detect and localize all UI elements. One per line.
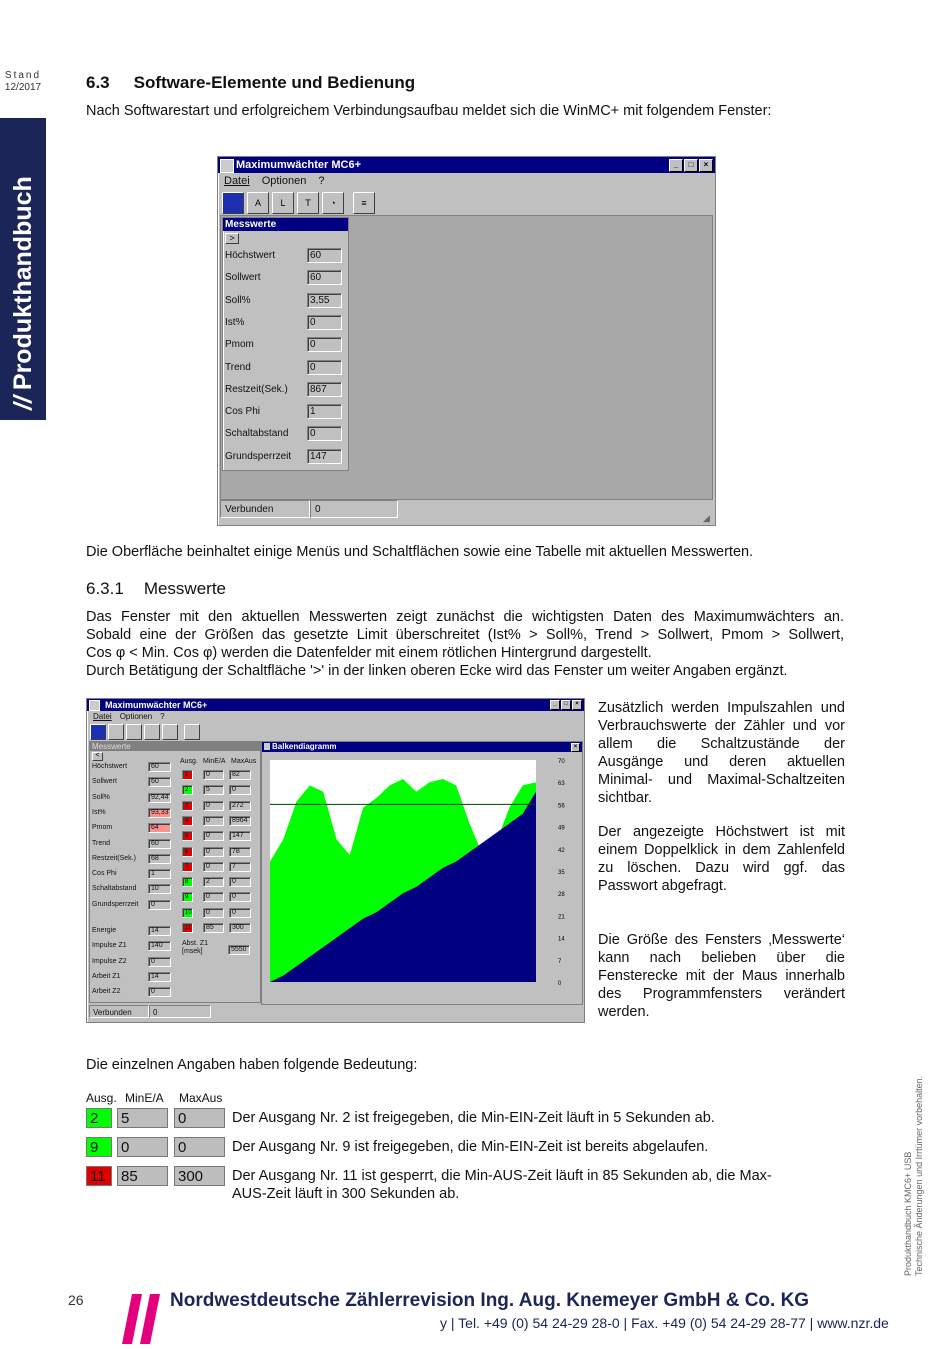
messwert2-field[interactable]: 68 — [148, 854, 171, 864]
tool2-a-icon[interactable] — [108, 724, 124, 740]
legend-output-indicator: 2 — [86, 1108, 112, 1128]
messwert2-field[interactable]: 64 — [148, 823, 171, 833]
nzr-logo-icon — [118, 1292, 168, 1344]
chart-window — [261, 741, 583, 1005]
abst-field[interactable]: 5550 — [228, 945, 250, 955]
chart-y-tick: 42 — [558, 847, 565, 854]
legend-min-field: 5 — [117, 1108, 168, 1128]
messwert2-field[interactable]: 60 — [148, 777, 171, 787]
messwert-field[interactable]: 0 — [307, 360, 342, 375]
messwert-field[interactable]: 3,55 — [307, 293, 342, 308]
subsection-title: Messwerte — [143, 579, 226, 598]
output-indicator[interactable]: 10 — [182, 908, 193, 918]
output-indicator[interactable]: 11 — [182, 923, 193, 933]
legend-output-indicator: 11 — [86, 1166, 112, 1186]
menu-optionen[interactable]: Optionen — [261, 175, 307, 187]
col-header-min: MinE/A — [203, 758, 226, 765]
minimize-button[interactable]: _ — [669, 159, 683, 172]
chart-y-tick: 21 — [558, 914, 565, 921]
output-indicator[interactable]: 3 — [182, 801, 193, 811]
col-header-ausg: Ausg. — [180, 758, 198, 765]
side-band-title — [0, 118, 46, 420]
messwert-field[interactable]: 60 — [307, 248, 342, 263]
messwert-field[interactable]: 0 — [307, 426, 342, 441]
page-number: 26 — [68, 1292, 84, 1308]
subsection-number: 6.3.1 — [86, 579, 124, 598]
status2-label: Verbunden — [89, 1005, 149, 1018]
window-title: Maximumwächter MC6+ — [236, 159, 362, 171]
messwert-field[interactable]: 0 — [307, 315, 342, 330]
messwerte2-title: Messwerte — [90, 742, 260, 751]
output-indicator[interactable]: 8 — [182, 877, 193, 887]
energy-label: Arbeit Z2 — [92, 988, 121, 996]
messwert2-field[interactable]: 1 — [148, 869, 171, 879]
output-max-field: 0 — [229, 908, 251, 918]
messwerte-title: Messwerte — [223, 218, 348, 231]
chart-y-tick: 49 — [558, 825, 565, 832]
menu-bar — [218, 173, 715, 189]
output-min-field: 0 — [203, 892, 224, 902]
close-button[interactable]: × — [699, 159, 713, 172]
footer-contact: y | Tel. +49 (0) 54 24-29 28-0 | Fax. +49 (0) 54 24-29 28-77 | www.nzr.de — [440, 1315, 889, 1331]
side-text-2: Der angezeigte Höchstwert ist mit einem Doppelklick in dem Zahlenfeld zu löschen. Dazu wird ggf. das Passwort abgefragt. — [598, 824, 845, 894]
stand-date: 12/2017 — [4, 82, 42, 93]
legend-description: Der Ausgang Nr. 9 ist freigegeben, die Min-EIN-Zeit ist bereits abgelaufen. — [232, 1139, 709, 1155]
chart-y-tick: 70 — [558, 759, 565, 765]
messwert-label: Trend — [225, 361, 251, 373]
output-max-field: 78 — [229, 847, 251, 857]
messwert2-label: Ist% — [92, 808, 106, 816]
tool-l-icon[interactable]: L — [272, 192, 294, 214]
subsection-heading — [86, 579, 226, 599]
legend-intro: Die einzelnen Angaben haben folgende Bedeutung: — [86, 1057, 418, 1073]
legend-header-min: MinE/A — [125, 1091, 164, 1105]
output-max-field: 0 — [229, 877, 251, 887]
chart-y-tick: 35 — [558, 870, 565, 876]
menu2-help[interactable]: ? — [160, 712, 165, 721]
tool-t-icon[interactable]: T — [297, 192, 319, 214]
nzr-logo — [118, 1292, 168, 1344]
chart-app-icon — [264, 743, 270, 750]
caption-text: Die Oberfläche beinhaltet einige Menüs und Schaltflächen sowie eine Tabelle mit aktuellen Messwerten. — [86, 544, 754, 560]
calculator2-icon[interactable] — [184, 724, 200, 740]
output-max-field: 300 — [229, 923, 251, 933]
menu2-bar — [87, 711, 584, 722]
messwert2-label: Sollwert — [92, 778, 117, 786]
main-window — [217, 156, 716, 526]
legend-max-field: 0 — [174, 1137, 225, 1157]
legend-max-field: 0 — [174, 1108, 225, 1128]
toolbar — [218, 189, 715, 217]
messwert-field[interactable]: 60 — [307, 270, 342, 285]
maximize2-button[interactable]: □ — [561, 700, 571, 710]
output-indicator[interactable]: 4 — [182, 816, 193, 826]
output-max-field: 0 — [229, 892, 251, 902]
output-max-field: 147 — [229, 831, 251, 841]
app2-icon — [89, 700, 100, 711]
messwert2-field[interactable]: 92,44 — [148, 793, 171, 803]
messwert2-label: Trend — [92, 839, 111, 847]
side-text-1: Zusätzlich werden Impulszahlen und Verbrauchswerte der Zähler und vor allem die Schaltzustände der Ausgänge und deren aktuellen Minimal- und Maximal-Schaltzeiten sichtbar. — [598, 700, 845, 806]
energy-field[interactable]: 14 — [148, 972, 171, 982]
energy-field[interactable]: 0 — [148, 987, 171, 997]
side-note-line1: Produkthandbuch KMC6+ USB — [903, 1151, 913, 1276]
output-min-field: 0 — [203, 801, 224, 811]
clock-icon[interactable]: ◔ — [322, 192, 344, 214]
collapse-button[interactable]: < — [92, 752, 103, 761]
output-max-field: 7 — [229, 862, 251, 872]
messwert2-field[interactable]: 0 — [148, 900, 171, 910]
messwert-label: Cos Phi — [225, 406, 261, 418]
messwert-label: Ist% — [225, 316, 245, 328]
messwert-label: Pmom — [225, 339, 254, 351]
window2-title: Maximumwächter MC6+ — [105, 700, 208, 710]
messwert2-label: Höchstwert — [92, 763, 128, 770]
energy-field[interactable]: 0 — [148, 957, 171, 967]
menu2-optionen[interactable]: Optionen — [119, 712, 153, 721]
section-heading — [86, 73, 415, 93]
col-header-max: MaxAus — [231, 758, 257, 765]
app-icon — [220, 159, 234, 173]
energy-label: Energie — [92, 927, 117, 934]
brand-mark: // — [9, 396, 37, 410]
stand-label — [0, 70, 46, 94]
chart-y-tick: 14 — [558, 936, 565, 943]
energy-label: Impulse Z2 — [92, 957, 127, 965]
intro-text: Nach Softwarestart und erfolgreichem Verbindungsaufbau meldet sich die WinMC+ mit folgendem Fenster: — [86, 103, 772, 119]
output-min-field: 5 — [203, 785, 224, 795]
tool2-t-icon[interactable] — [144, 724, 160, 740]
output-indicator[interactable]: 7 — [182, 862, 193, 872]
paragraph-line: Durch Betätigung der Schaltfläche '>' in der linken oberen Ecke wird das Fenster um weiter Angaben ergänzt. — [86, 663, 788, 679]
bar-chart — [262, 752, 580, 1000]
output-min-field: 0 — [203, 831, 224, 841]
calculator-icon[interactable]: ≡ — [353, 192, 375, 214]
close2-button[interactable]: × — [572, 700, 582, 710]
messwert-field[interactable]: 1 — [307, 404, 342, 419]
messwert-label: Soll% — [225, 294, 251, 306]
extended-window — [86, 698, 585, 1023]
output-max-field: 272 — [229, 801, 251, 811]
chart-close-button[interactable]: × — [571, 743, 580, 752]
chart-y-tick: 0 — [558, 981, 562, 987]
output-max-field: 0 — [229, 785, 251, 795]
messwert2-label: Restzeit(Sek.) — [92, 854, 136, 862]
legend-output-indicator: 9 — [86, 1137, 112, 1157]
abst-label — [182, 940, 208, 956]
side-note — [903, 1076, 925, 1276]
output-max-field: 8964 — [229, 816, 251, 826]
clock2-icon[interactable] — [162, 724, 178, 740]
side-band — [0, 118, 46, 420]
toolbar2 — [87, 722, 584, 742]
messwerte-extended-panel — [89, 741, 261, 1003]
chart-y-tick: 28 — [558, 892, 565, 899]
menu2-datei[interactable]: Datei — [93, 712, 112, 721]
stand-label-text: Stand — [4, 70, 42, 81]
legend-header-max: MaxAus — [179, 1091, 223, 1105]
section-number: 6.3 — [86, 73, 110, 92]
messwert2-label: Grundsperrzeit — [92, 900, 139, 908]
paragraph-line: Cos φ < Min. Cos φ) werden die Datenfelder mit einem rötlichen Hintergrund dargestellt. — [86, 645, 652, 661]
open-icon[interactable] — [222, 192, 244, 214]
messwerte-paragraph — [86, 608, 844, 680]
messwert2-label: Soll% — [92, 793, 110, 801]
output-indicator[interactable]: 5 — [182, 831, 193, 841]
abst-label-line1: Abst. Z1 — [182, 940, 209, 947]
output-min-field: 0 — [203, 862, 224, 872]
messwert-label: Sollwert — [225, 272, 261, 284]
status2-value: 0 — [149, 1005, 211, 1018]
side-note-line2: Technische Änderungen und Irrtümer vorbehalten. — [914, 1075, 924, 1276]
messwert2-field[interactable]: 93,33 — [148, 808, 171, 818]
tool2-l-icon[interactable] — [126, 724, 142, 740]
paragraph-line: Das Fenster mit den aktuellen Messwerten zeigt zunächst die wichtigsten Daten des Maximumwächters an. — [86, 609, 844, 625]
output-indicator[interactable]: 6 — [182, 847, 193, 857]
energy-label: Arbeit Z1 — [92, 972, 121, 980]
chart-y-tick: 63 — [558, 781, 565, 788]
energy-label: Impulse Z1 — [92, 942, 127, 950]
output-min-field: 0 — [203, 908, 224, 918]
menu-datei[interactable]: Datei — [224, 175, 250, 187]
messwert-label: Grundsperrzeit — [225, 450, 292, 462]
menu-help[interactable]: ? — [318, 175, 325, 187]
output-min-field: 85 — [203, 923, 224, 933]
messwerte-panel — [222, 217, 349, 471]
messwert2-label: Schaltabstand — [92, 885, 137, 893]
output-min-field: 0 — [203, 847, 224, 857]
chart-titlebar — [262, 742, 582, 752]
legend-description: Der Ausgang Nr. 2 ist freigegeben, die Min-EIN-Zeit läuft in 5 Sekunden ab. — [232, 1110, 715, 1126]
messwert2-label: Pmom — [92, 824, 113, 832]
messwert-field[interactable]: 0 — [307, 337, 342, 352]
status-value: 0 — [310, 500, 398, 518]
output-min-field: 2 — [203, 877, 224, 887]
band-title-text: Produkthandbuch — [9, 176, 37, 391]
messwert-label: Höchstwert — [225, 250, 276, 261]
messwert-label: Schaltabstand — [225, 428, 289, 440]
chart-y-tick: 7 — [558, 958, 562, 965]
messwert-field[interactable]: 147 — [307, 449, 342, 464]
window2-titlebar — [87, 699, 584, 711]
open2-icon[interactable] — [90, 724, 106, 740]
messwert2-field[interactable]: 60 — [148, 762, 171, 772]
messwert2-field[interactable]: 10 — [148, 884, 171, 894]
chart-title: Balkendiagramm — [272, 742, 337, 751]
company-name: Nordwestdeutsche Zählerrevision Ing. Aug. Knemeyer GmbH & Co. KG — [170, 1290, 810, 1311]
legend-header-ausg: Ausg. — [86, 1091, 117, 1105]
messwert2-field[interactable]: 60 — [148, 839, 171, 849]
expand-button[interactable]: > — [225, 233, 239, 244]
tool-a-icon[interactable]: A — [247, 192, 269, 214]
output-indicator[interactable]: 1 — [182, 770, 193, 780]
output-min-field: 0 — [203, 770, 224, 780]
resize-grip-icon[interactable]: ◢ — [703, 513, 710, 523]
section-title: Software-Elemente und Bedienung — [133, 73, 416, 92]
output-indicator[interactable]: 9 — [182, 892, 193, 902]
messwert-label: Restzeit(Sek.) — [225, 383, 288, 395]
paragraph-line: Sobald eine der Größen das gesetzte Limit überschreitet (Ist% > Soll%, Trend > Sollwert, Pmom > Sollwert, — [86, 627, 844, 643]
maximize-button[interactable]: □ — [684, 159, 698, 172]
minimize2-button[interactable]: _ — [550, 700, 560, 710]
side-text-3: Die Größe des Fensters ‚Messwerte‘ kann nach belieben über die Fensterecke mit der Maus innerhalb des Programmfensters verändert werden. — [598, 932, 845, 1020]
energy-field[interactable]: 14 — [148, 926, 171, 936]
output-indicator[interactable]: 2 — [182, 785, 193, 795]
legend-min-field: 85 — [117, 1166, 168, 1186]
energy-field[interactable]: 140 — [148, 941, 171, 951]
output-min-field: 0 — [203, 816, 224, 826]
messwert2-label: Cos Phi — [92, 870, 117, 878]
legend-max-field: 300 — [174, 1166, 225, 1186]
chart-y-tick: 56 — [558, 803, 565, 810]
status-label: Verbunden — [220, 500, 310, 518]
abst-label-line2: [msek] — [182, 948, 203, 955]
messwert-field[interactable]: 867 — [307, 382, 342, 397]
window-titlebar — [218, 157, 715, 173]
legend-min-field: 0 — [117, 1137, 168, 1157]
legend-description: Der Ausgang Nr. 11 ist gesperrt, die Min-AUS-Zeit läuft in 85 Sekunden ab, die Max-AUS-Zeit läuft in 300 Sekunden ab. — [232, 1168, 772, 1202]
output-max-field: 82 — [229, 770, 251, 780]
